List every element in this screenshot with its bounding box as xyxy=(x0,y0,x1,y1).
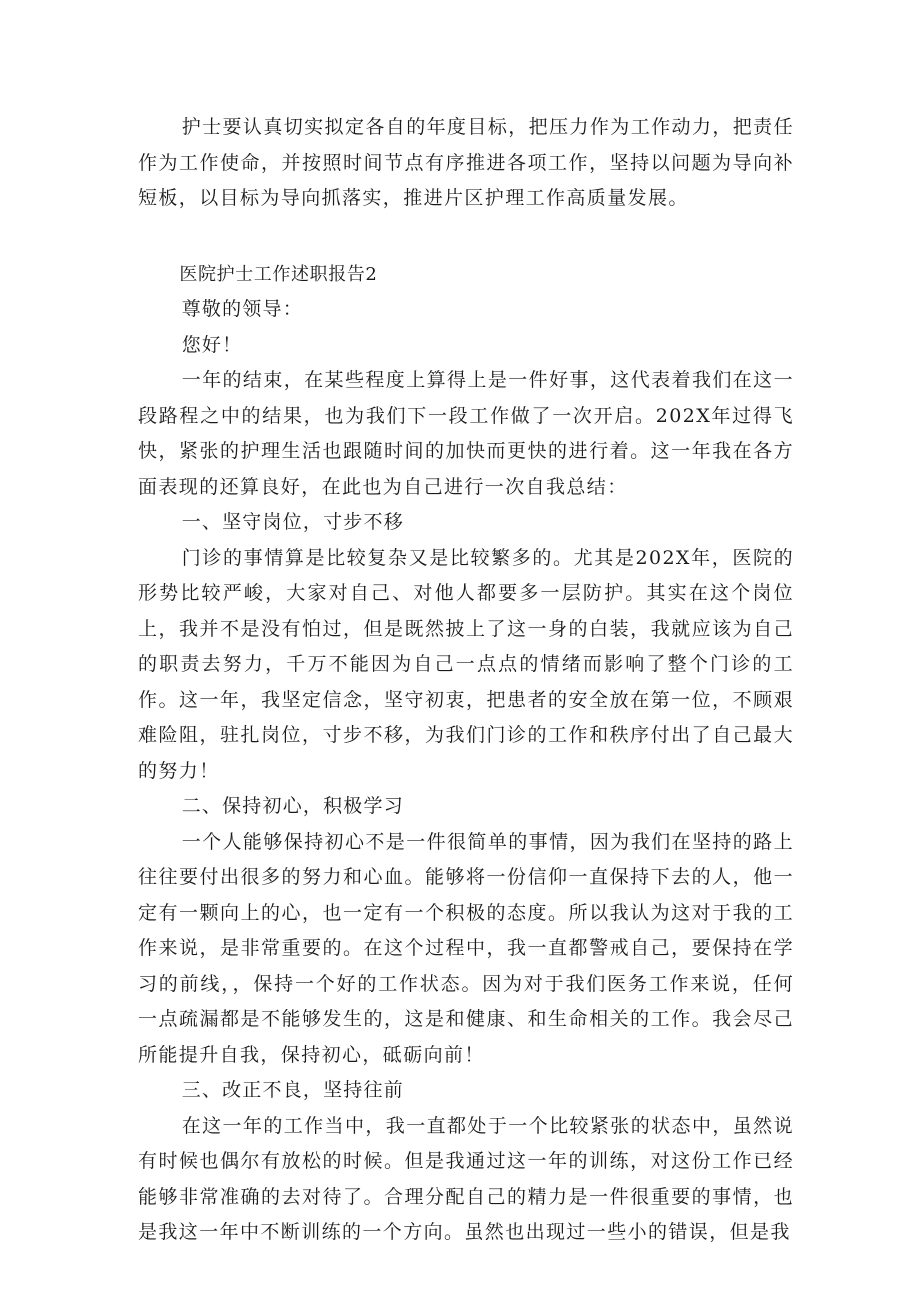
section-heading-3: 三、改正不良，坚持往前 xyxy=(181,1079,404,1101)
intro-paragraph: 护士要认真切实拟定各自的年度目标，把压力作为工作动力，把责任作为工作使命，并按照时间节点有序推进各项工作，坚持以问题为导向补短板，以目标为导向抓落实，推进片区护理工作高质量发展。 xyxy=(138,116,794,209)
section-body-2: 一个人能够保持初心不是一件很简单的事情，因为我们在坚持的路上往往要付出很多的努力和心血。能够将一份信仰一直保持下去的人，他一定有一颗向上的心，也一定有一个积极的态度。所以我认为这对于我的工作来说，是非常重要的。在这个过程中，我一直都警戒自己，要保持在学习的前线，，保持一个好的工作状态。因为对于我们医务工作来说，任何一点疏漏都是不能够发生的，这是和健康、和生命相关的工作。我会尽己所能提升自我，保持初心，砥砺向前！ xyxy=(138,830,794,1066)
section-heading-1: 一、坚守岗位，寸步不移 xyxy=(181,511,404,533)
opening-paragraph: 一年的结束，在某些程度上算得上是一件好事，这代表着我们在这一段路程之中的结果，也为我们下一段工作做了一次开启。202X年过得飞快，紧张的护理生活也跟随时间的加快而更快的进行着。这一年我在各方面表现的还算良好，在此也为自己进行一次自我总结： xyxy=(138,369,794,498)
greeting: 您好！ xyxy=(181,333,243,356)
section-body-3: 在这一年的工作当中，我一直都处于一个比较紧张的状态中，虽然说有时候也偶尔有放松的时候。但是我通过这一年的训练，对这份工作已经能够非常准确的去对待了。合理分配自己的精力是一件很重要的事情，也是我这一年中不断训练的一个方向。虽然也出现过一些小的错误，但是我 xyxy=(138,1114,794,1243)
section-heading-2: 二、保持初心，积极学习 xyxy=(181,795,404,817)
section-body-1: 门诊的事情算是比较复杂又是比较繁多的。尤其是202X年，医院的形势比较严峻，大家对自己、对他人都要多一层防护。其实在这个岗位上，我并不是没有怕过，但是既然披上了这一身的白装，我就应该为自己的职责去努力，千万不能因为自己一点点的情绪而影响了整个门诊的工作。这一年，我坚定信念，坚守初衷，把患者的安全放在第一位，不顾艰难险阻，驻扎岗位，寸步不移，为我们门诊的工作和秩序付出了自己最大的努力！ xyxy=(138,546,794,782)
salutation: 尊敬的领导： xyxy=(181,298,303,320)
document-page xyxy=(138,110,794,1251)
document-title: 医院护士工作述职报告2 xyxy=(179,263,378,285)
